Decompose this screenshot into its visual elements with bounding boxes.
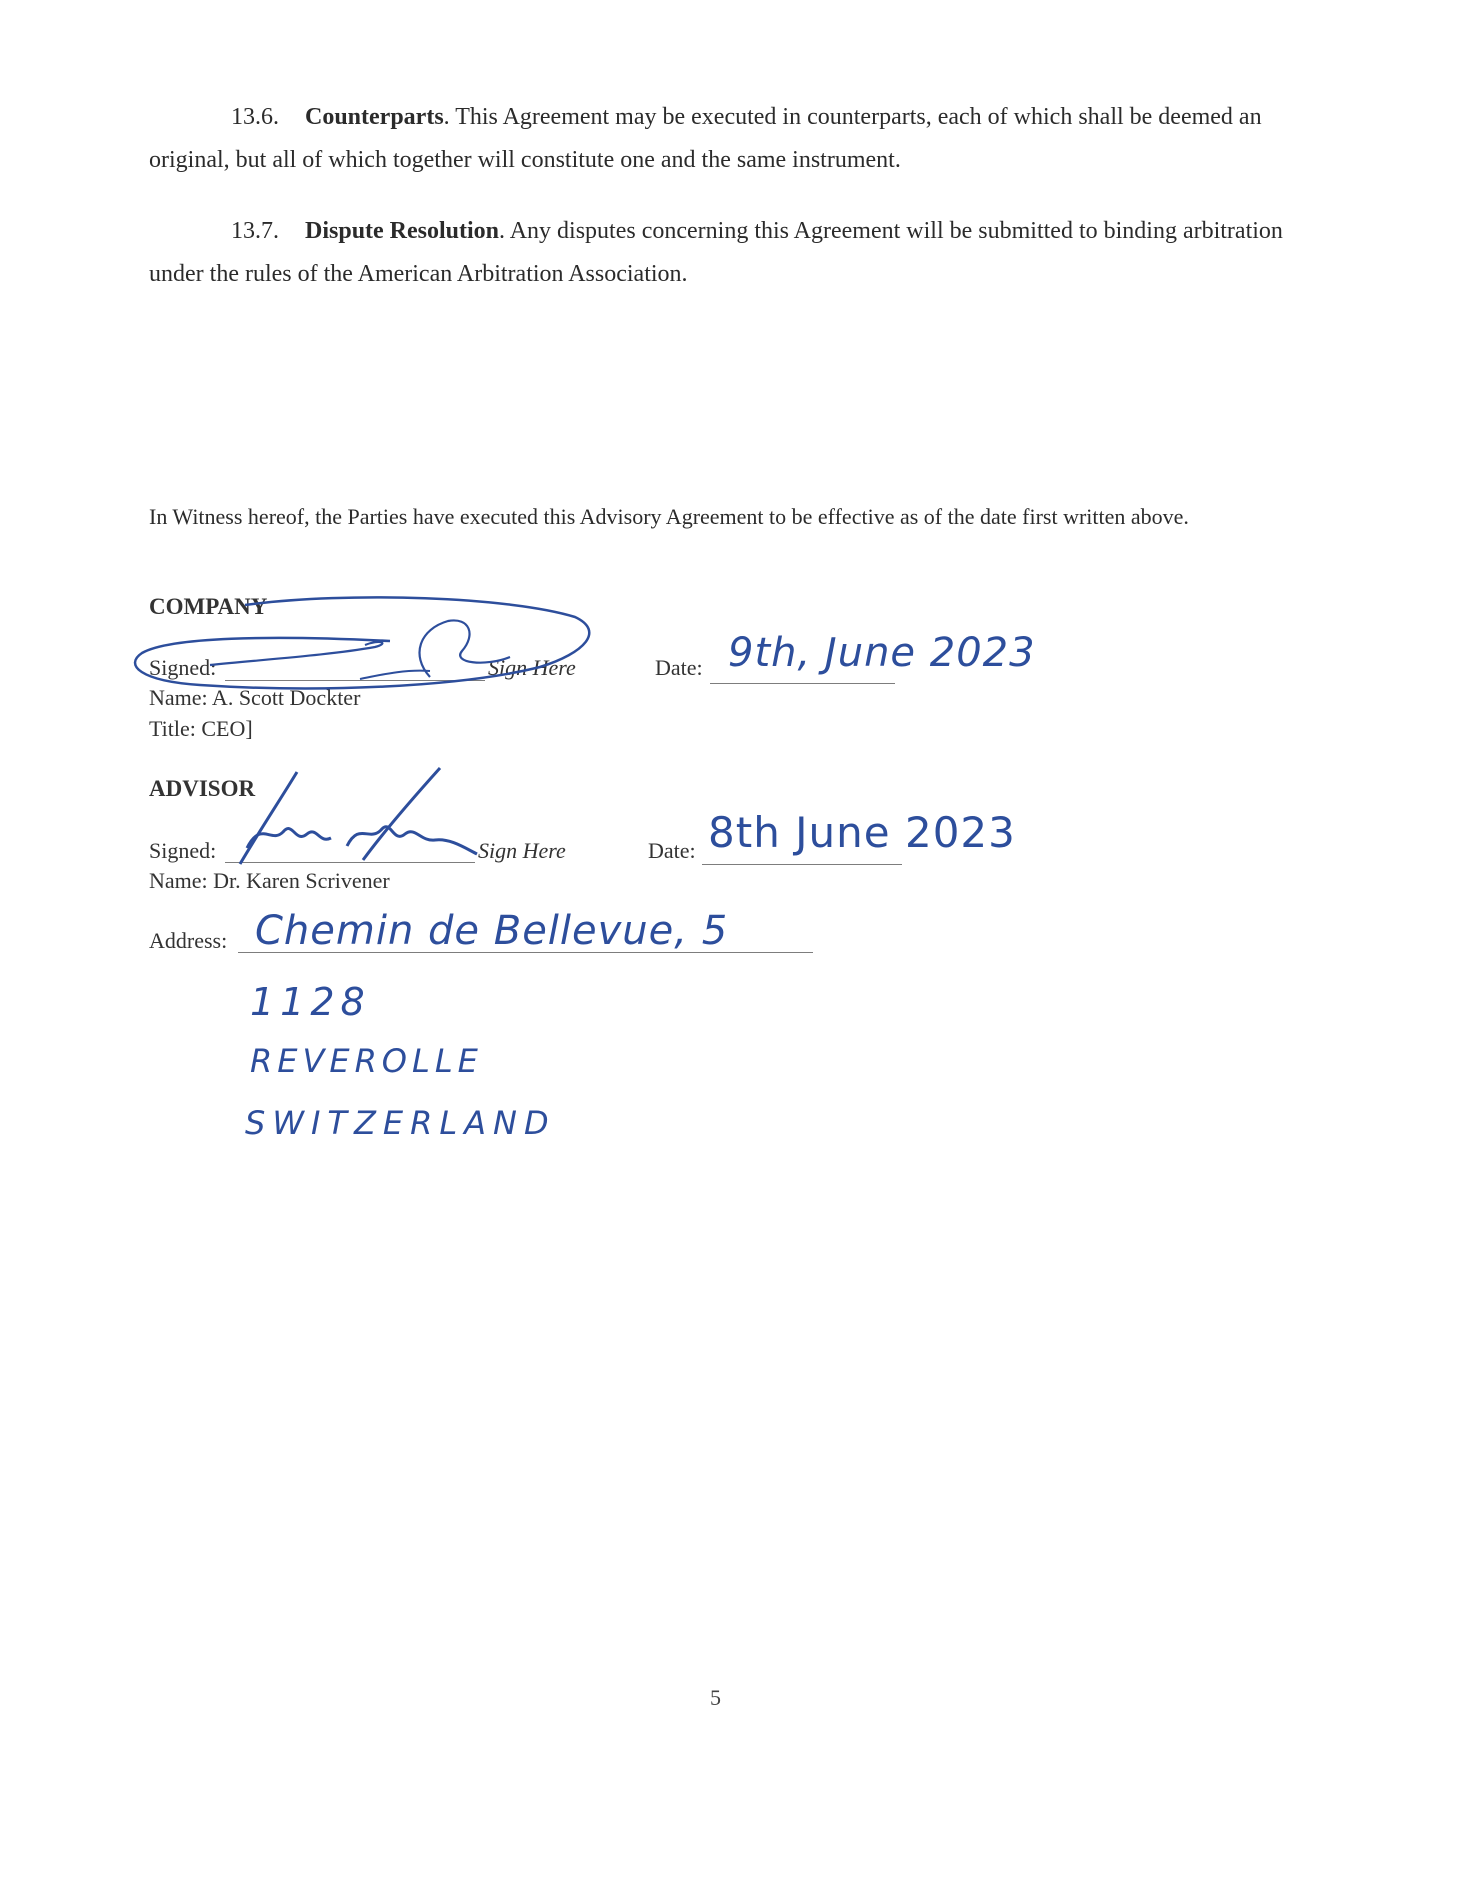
advisor-signature-mark <box>225 760 485 880</box>
company-title: Title: CEO] <box>149 716 253 741</box>
company-date-handwritten: 9th, June 2023 <box>728 630 1036 676</box>
clause-number: 13.7. <box>231 218 279 244</box>
company-label: COMPANY <box>149 594 268 619</box>
company-signature-mark <box>130 595 600 715</box>
company-date-label: Date: <box>655 655 703 680</box>
advisor-date-handwritten: 8th June 2023 <box>708 808 1016 857</box>
company-sign-here: Sign Here <box>488 655 576 680</box>
advisor-address-line-3: REVEROLLE <box>250 1042 483 1080</box>
witness-paragraph: In Witness hereof, the Parties have executed this Advisory Agreement to be effective as of the date first written above. <box>149 504 1189 529</box>
advisor-name: Name: Dr. Karen Scrivener <box>149 868 390 893</box>
advisor-sign-here: Sign Here <box>478 838 566 863</box>
clause-heading: Counterparts <box>305 104 444 130</box>
clause-number: 13.6. <box>231 104 279 130</box>
advisor-address-line-2: 1128 <box>250 980 371 1024</box>
advisor-date-label: Date: <box>648 838 696 863</box>
clause-text: . This Agreement may be executed in counterparts, each of which shall be deemed an original, but all of which together will constitute one and the same instrument. <box>149 104 1262 173</box>
advisor-address-line-1: Chemin de Bellevue, 5 <box>255 908 729 954</box>
company-name: Name: A. Scott Dockter <box>149 685 361 710</box>
advisor-address-line-4: SWITZERLAND <box>245 1104 556 1142</box>
advisor-label: ADVISOR <box>149 776 256 801</box>
page-number: 5 <box>710 1685 721 1710</box>
advisor-date-line <box>702 864 902 865</box>
company-signed-label: Signed: <box>149 655 217 680</box>
clause-heading: Dispute Resolution <box>305 218 500 244</box>
advisor-signed-label: Signed: <box>149 838 217 863</box>
company-date-line <box>710 683 895 684</box>
clause-text: . Any disputes concerning this Agreement will be submitted to binding arbitration under the rules of the American Arbitration Association. <box>149 218 1283 287</box>
clause-13-7 <box>149 210 1289 296</box>
advisor-address-label: Address: <box>149 928 228 953</box>
clause-13-6 <box>149 96 1289 182</box>
